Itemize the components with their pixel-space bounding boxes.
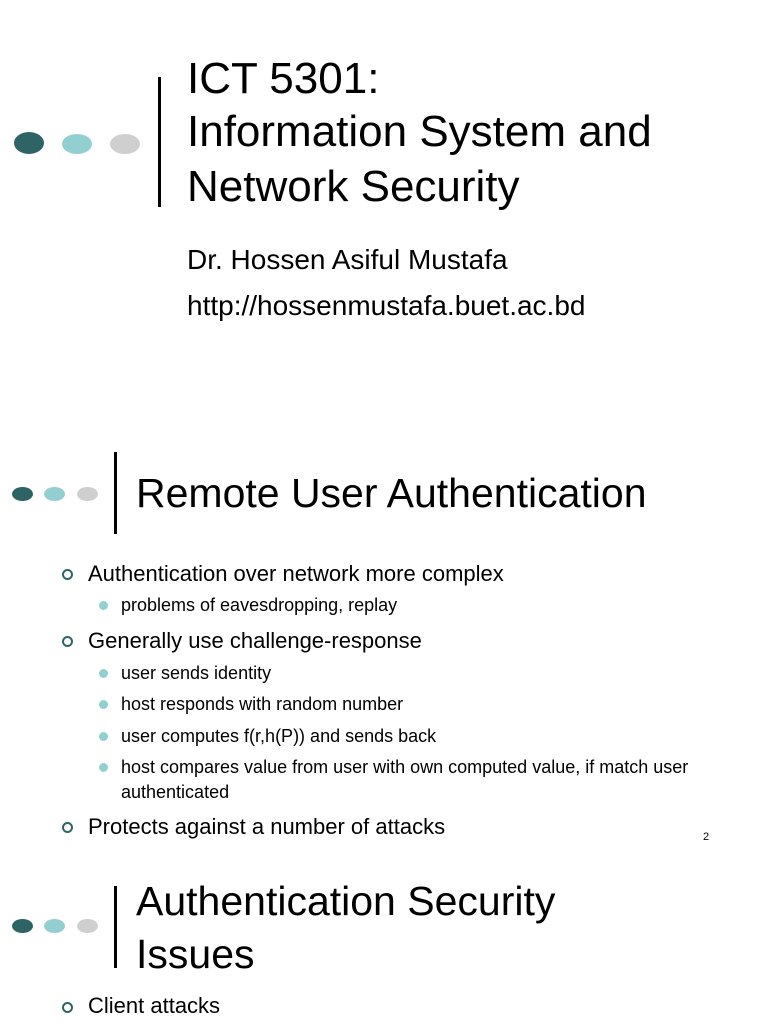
sub-bullet-item: user computes f(r,h(P)) and sends back bbox=[121, 726, 437, 746]
dot-bullet-icon bbox=[99, 601, 108, 610]
decor-dot-light bbox=[77, 487, 98, 501]
decor-dot-mid bbox=[62, 134, 92, 154]
slide2-title: Remote User Authentication bbox=[136, 470, 647, 516]
ring-bullet-icon bbox=[62, 1002, 73, 1013]
sub-bullet-item: host compares value from user with own computed value, if match user authenticated bbox=[121, 757, 689, 802]
slide3-title-line-2: Issues bbox=[136, 931, 255, 977]
dot-bullet-icon bbox=[99, 763, 108, 772]
author-name: Dr. Hossen Asiful Mustafa bbox=[187, 244, 508, 275]
bullet-item: Protects against a number of attacks bbox=[88, 814, 446, 839]
dot-bullet-icon bbox=[99, 700, 108, 709]
decor-dot-mid bbox=[44, 487, 65, 501]
author-url: http://hossenmustafa.buet.ac.bd bbox=[187, 290, 586, 321]
decor-dot-dark bbox=[12, 487, 33, 501]
title-divider-bar bbox=[114, 452, 117, 534]
decor-dot-light bbox=[77, 919, 98, 933]
decor-dot-dark bbox=[14, 132, 44, 154]
title-divider-bar bbox=[114, 886, 117, 968]
dot-bullet-icon bbox=[99, 732, 108, 741]
title-slide bbox=[0, 0, 768, 420]
page-number: 2 bbox=[703, 831, 710, 843]
bullet-item: Generally use challenge-response bbox=[88, 628, 422, 653]
decor-dot-mid bbox=[44, 919, 65, 933]
slide3-title-line-1: Authentication Security bbox=[136, 878, 556, 924]
decor-dot-dark bbox=[12, 919, 33, 933]
ring-bullet-icon bbox=[62, 822, 73, 833]
title-divider-bar bbox=[158, 77, 161, 207]
sub-bullet-item: problems of eavesdropping, replay bbox=[121, 595, 398, 615]
bullet-item: Client attacks bbox=[88, 993, 221, 1018]
slide1-title-line-1: ICT 5301: bbox=[187, 54, 380, 103]
slide1-title-line-2: Information System and bbox=[187, 107, 652, 156]
remote-auth-slide bbox=[0, 440, 768, 860]
auth-security-slide bbox=[0, 870, 768, 1024]
decor-dot-light bbox=[110, 134, 140, 154]
sub-bullet-item: user sends identity bbox=[121, 663, 272, 683]
ring-bullet-icon bbox=[62, 569, 73, 580]
slide1-title-line-3: Network Security bbox=[187, 162, 520, 211]
bullet-item: Authentication over network more complex bbox=[88, 561, 504, 586]
dot-bullet-icon bbox=[99, 669, 108, 678]
ring-bullet-icon bbox=[62, 636, 73, 647]
sub-bullet-item: host responds with random number bbox=[121, 694, 404, 714]
